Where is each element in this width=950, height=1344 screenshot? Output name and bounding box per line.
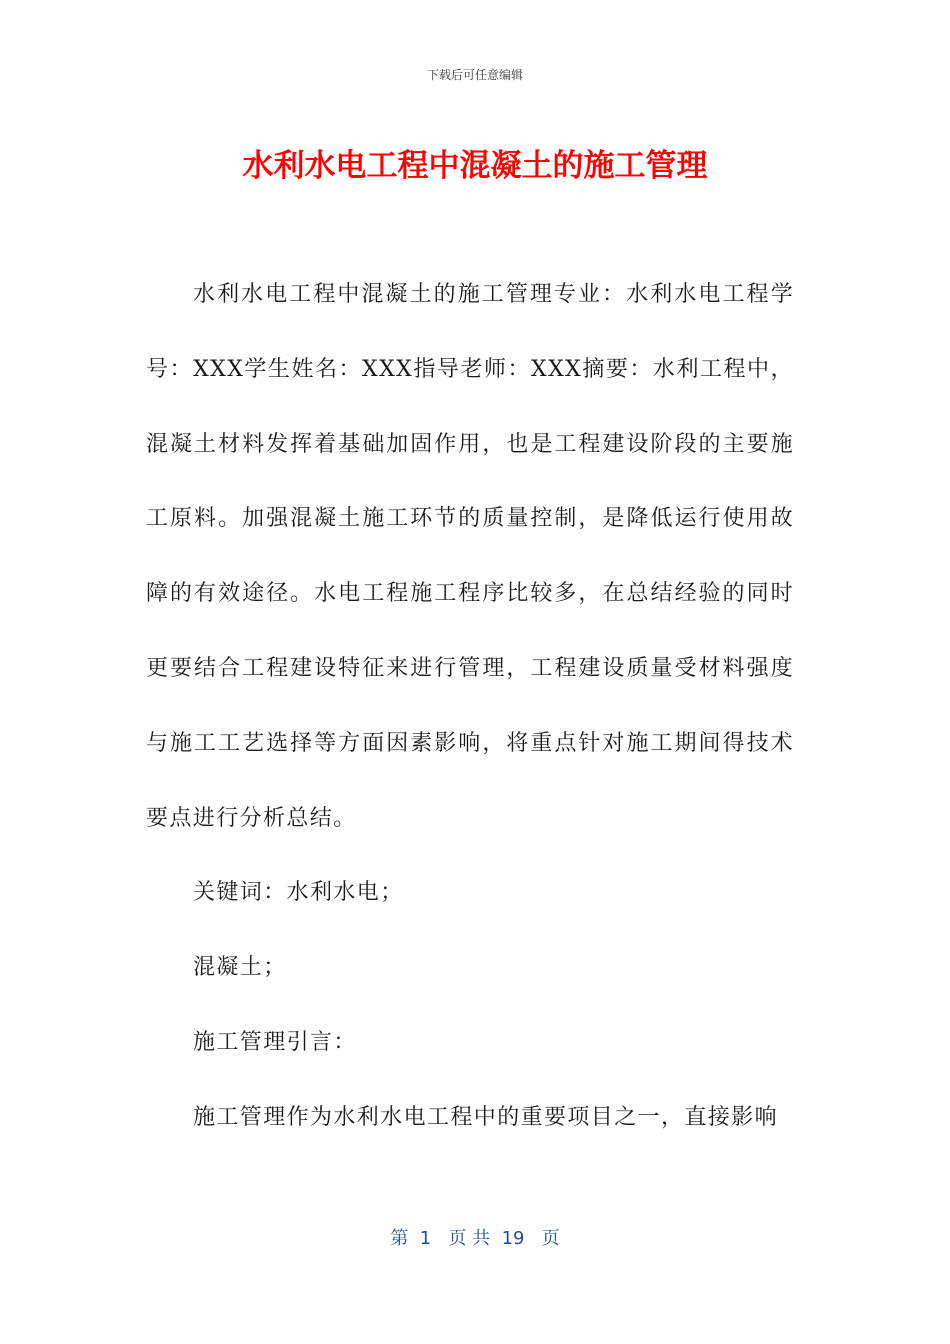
paragraph-keywords: 关键词：水利水电； <box>193 880 404 906</box>
page-number-footer: 第 1 页 共 19 页 <box>390 1228 560 1249</box>
paragraph-introduction: 施工管理作为水利水电工程中的重要项目之一，直接影响 <box>193 1104 779 1130</box>
paragraph-keyword-concrete: 混凝土； <box>193 955 287 981</box>
document-title: 水利水电工程中混凝土的施工管理 <box>242 148 708 184</box>
paragraph-abstract: 水利水电工程中混凝土的施工管理专业：水利水电工程学号：XXX学生姓名：XXX指导老师：XXX摘要：水利工程中，混凝土材料发挥着基础加固作用，也是工程建设阶段的主要施工原料。加强混凝土施工环节的质量控制，是降低运行使用故障的有效途径。水电工程施工程序比较多，在总结经验的同时更要结合工程建设特征来进行管理，工程建设质量受材料强度与施工工艺选择等方面因素影响，将重点针对施工期间得技术要点进行分析总结。 <box>146 282 794 831</box>
header-note: 下载后可任意编辑 <box>426 68 523 82</box>
document-body <box>146 258 794 1156</box>
paragraph-introduction-heading: 施工管理引言： <box>193 1029 357 1055</box>
